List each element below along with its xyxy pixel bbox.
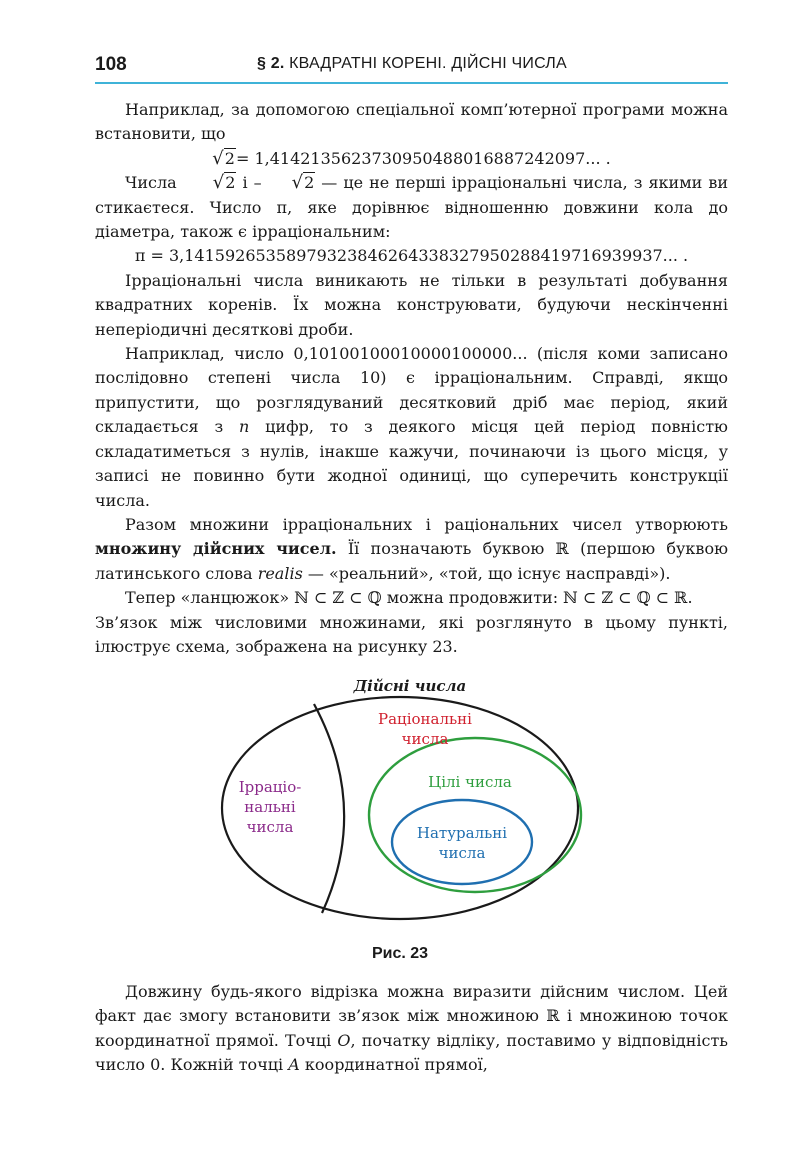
chapter-title-text: КВАДРАТНІ КОРЕНІ. ДІЙСНІ ЧИСЛА [289, 55, 567, 72]
natural-label-1: Натуральні [416, 824, 508, 842]
sqrt2-inline: √2 [212, 172, 236, 194]
euler-diagram [210, 668, 590, 933]
paragraph-3: Ірраціональні числа виникають не тільки в результаті добування квадратних коренів. Їх можна конструювати, будуючи нескінченні неперіодичні десяткові дроби. [95, 270, 728, 339]
chapter-title [257, 55, 567, 73]
sqrt2-radical: √2 [212, 147, 235, 169]
real-numbers-term: множину дійсних чисел. [95, 539, 337, 559]
integers-ellipse [369, 738, 581, 892]
integers-label: Цілі числа [428, 773, 512, 791]
main-text [95, 98, 728, 659]
section-mark: § 2. [257, 55, 285, 72]
page-number: 108 [95, 54, 127, 75]
diagram-title: Дійсні числа [353, 677, 467, 695]
pi-formula: π = 3,1415926535897932384626433832795028841971693993​7... . [134, 246, 689, 266]
paragraph-7: Зв’язок між числовими множинами, які розглянуто в цьому пункті, ілюструє схема, зображена на рисунку 23. [95, 612, 728, 656]
rational-label-1: Раціональні [378, 710, 472, 728]
natural-ellipse [392, 800, 532, 884]
irrational-label-1: Ірраціо- [238, 778, 302, 796]
neg-sqrt2-inline: √2 [291, 172, 315, 194]
paragraph-5: Разом множини ірраціональних і раціональних чисел утворюють множину дійсних чисел. Її позначають буквою ℝ (першою буквою латинського слова realis — «реальний», «той, що існує насправді»). [95, 514, 729, 583]
paragraph-8: Довжину будь-якого відрізка можна виразити дійсним числом. Цей факт дає змогу встановити зв’язок між множиною ℝ і множиною точок координатної прямої. Точці O, початку відліку, поставимо у відповідність число 0. Кожній точці A координатної прямої, [95, 982, 729, 1075]
paragraph-1: Наприклад, за допомогою спеціальної комп’ютерної програми можна встановити, що [95, 100, 728, 144]
figure-caption: Рис. 23 [371, 945, 429, 962]
natural-label-2: числа [438, 844, 486, 862]
irrational-divider [314, 704, 344, 913]
irrational-label-2: нальні [244, 798, 296, 816]
sqrt2-value: = 1,41421356237309504880168872420​97... . [235, 148, 611, 168]
page-header [95, 52, 728, 84]
main-text-bottom [95, 980, 728, 1078]
paragraph-4: Наприклад, число 0,10100100010000100000... (після коми записано послідовно степені числа 10) є ірраціональним. Справді, якщо припустити, що розглядуваний десятковий дріб має період, який складається з n цифр, то з деякого місця цей період повністю складатиметься з нулів, інакше кажучи, починаючи із цього місця, у записі не повинно бути жодної одиниці, що суперечить конструкції числа. [95, 344, 728, 510]
paragraph-6: Тепер «ланцюжок» ℕ ⊂ ℤ ⊂ ℚ можна продовжити: ℕ ⊂ ℤ ⊂ ℚ ⊂ ℝ. [125, 588, 693, 608]
paragraph-2: Числа √2 і – √2 — це не перші ірраціональні числа, з якими ви стикаєтеся. Число π, яке дорівнює відношенню довжини кола до діаметра, також є ірраціональним: [95, 172, 729, 242]
rational-label-2: числа [401, 730, 449, 748]
sqrt2-formula [95, 147, 728, 171]
irrational-label-3: числа [246, 818, 294, 836]
